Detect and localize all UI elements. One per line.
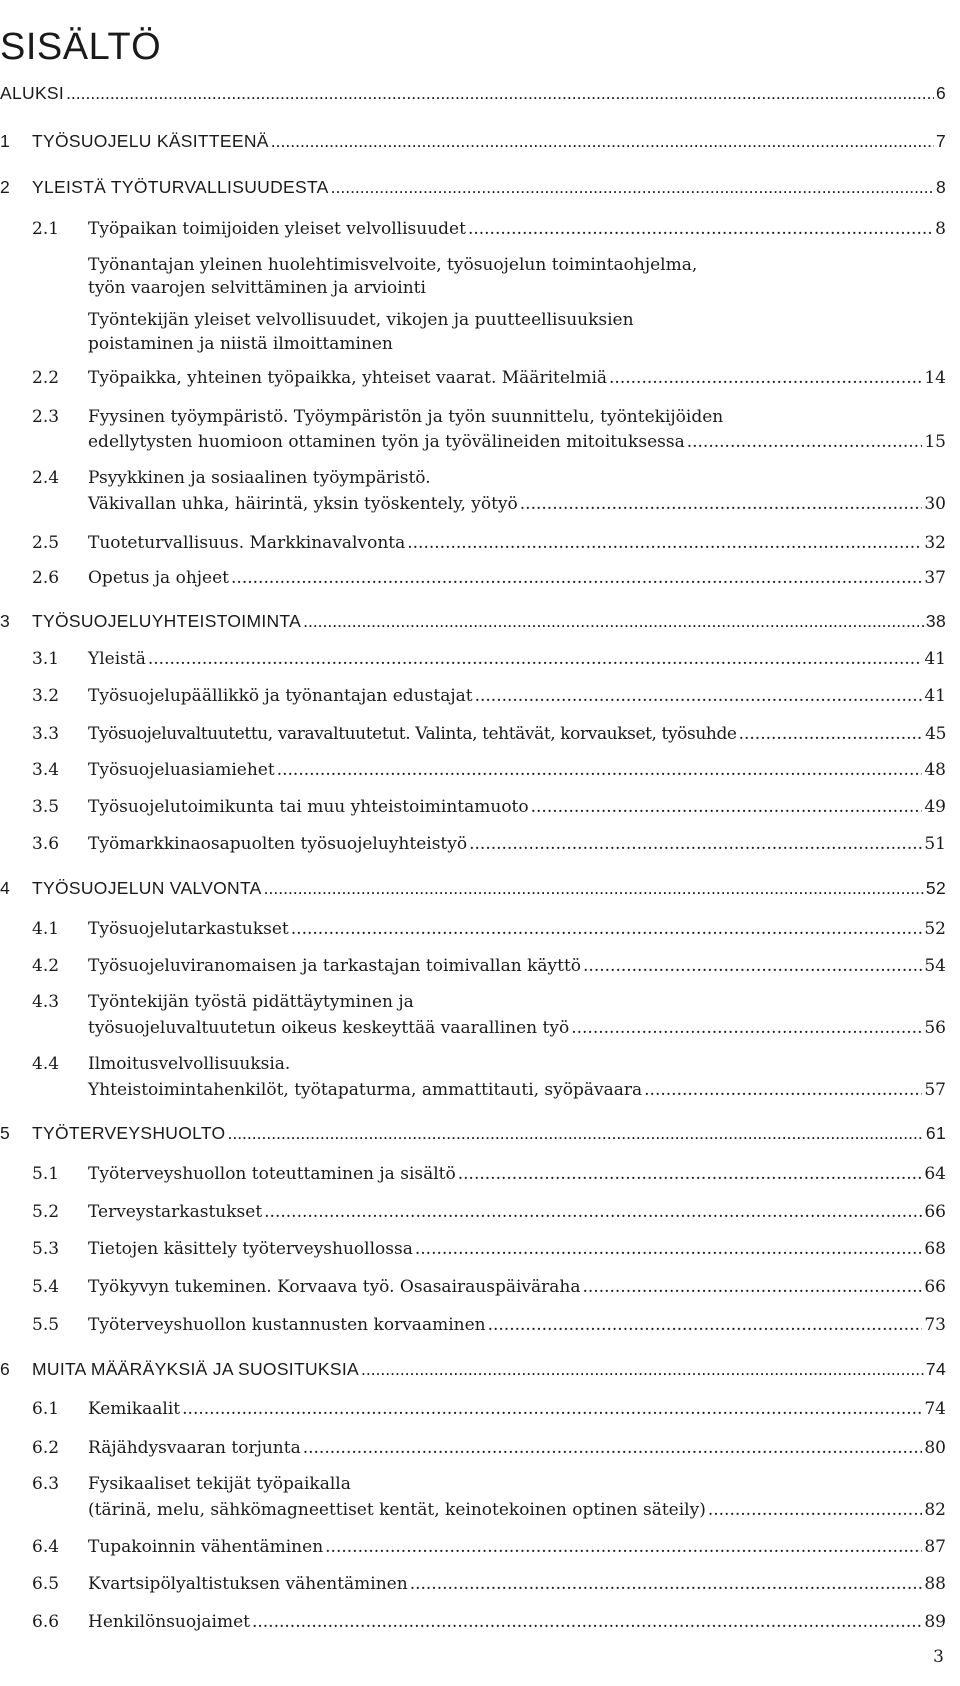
dot-leader [271, 129, 934, 153]
toc-entry-title-line2: poistaminen ja niistä ilmoittaminen [88, 333, 393, 354]
toc-entry-page: 74 [925, 1359, 946, 1380]
toc-entry-page: 8 [935, 218, 946, 239]
toc-entry-title: YLEISTÄ TYÖTURVALLISUUDESTA [32, 177, 329, 197]
toc-entry-page: 68 [924, 1239, 946, 1260]
toc-entry-title: TYÖSUOJELUN VALVONTA [32, 878, 262, 899]
toc-entry-title: Tietojen käsittely työterveyshuollossa [88, 1239, 413, 1260]
toc-entry-page: 56 [924, 1017, 946, 1038]
toc-entry-page: 45 [925, 723, 946, 744]
toc-entry-number: 6 [0, 1359, 11, 1380]
dot-leader [644, 1078, 922, 1102]
toc-entry-page: 7 [935, 130, 946, 151]
toc-entry-page: 57 [924, 1080, 946, 1101]
toc-entry-page: 8 [935, 177, 946, 197]
toc-entry-title: Työsuojeluviranomaisen ja tarkastajan toimivallan käyttö [88, 955, 582, 976]
toc-entry-number: 4 [0, 878, 11, 899]
dot-leader [325, 1535, 922, 1559]
toc-entry-title: Tuoteturvallisuus. Markkinavalvonta [88, 532, 406, 553]
toc-entry-page: 80 [924, 1437, 946, 1458]
toc-entry-number: 5.2 [32, 1201, 60, 1222]
dot-leader [303, 609, 924, 633]
toc-entry-number: 6.1 [32, 1399, 60, 1420]
dot-leader [475, 684, 923, 708]
dot-leader [148, 647, 923, 671]
toc-entry-title: MUITA MÄÄRÄYKSIÄ JA SUOSITUKSIA [32, 1359, 359, 1380]
toc-entry-title-line1: Työntekijän yleiset velvollisuudet, vikojen ja puutteellisuuksien [88, 310, 634, 331]
toc-entry-title: Henkilönsuojaimet [88, 1611, 250, 1632]
toc-entry-title-line2: työn vaarojen selvittäminen ja arviointi [88, 278, 426, 298]
toc-entry-number: 3.5 [32, 796, 60, 817]
toc-entry-title: Työpaikka, yhteinen työpaikka, yhteiset vaarat. Määritelmiä [88, 368, 608, 389]
toc-entry-page: 51 [924, 834, 946, 855]
toc-entry-number: 5.3 [32, 1239, 60, 1260]
toc-entry-title-line2: Väkivallan uhka, häirintä, yksin työskentely, yötyö [88, 493, 518, 514]
toc-entry-page: 74 [924, 1399, 946, 1420]
toc-entry-page: 54 [924, 955, 946, 976]
dot-leader [582, 1275, 922, 1299]
toc-entry-title: Työmarkkinaosapuolten työsuojeluyhteistyö [88, 834, 468, 855]
dot-leader [469, 832, 922, 856]
dot-leader [531, 795, 923, 819]
toc-entry-title: Työsuojelupäällikkö ja työnantajan edustajat [88, 686, 473, 707]
toc-entry-page: 66 [924, 1276, 946, 1297]
toc-entry-page: 66 [924, 1201, 946, 1222]
toc-entry-page: 64 [924, 1163, 946, 1184]
toc-entry-title: Räjähdysvaaran torjunta [88, 1437, 301, 1458]
toc-entry-title: Työkyvyn tukeminen. Korvaava työ. Osasairauspäiväraha [88, 1276, 581, 1297]
toc-entry-title: Kemikaalit [88, 1399, 181, 1420]
toc-entry-title: Työsuojeluasiamiehet [88, 760, 275, 781]
page-title: SISÄLTÖ [0, 26, 162, 69]
toc-entry-number: 4.1 [32, 919, 60, 940]
toc-entry-number: 2.6 [32, 567, 60, 588]
toc-entry-page: 41 [924, 686, 946, 707]
toc-entry-page: 41 [924, 648, 946, 669]
toc-entry-number: 2 [0, 177, 11, 197]
toc-entry-number: 3 [0, 610, 11, 631]
toc-entry-title: Työsuojeluvaltuutettu, varavaltuutetut. Valinta, tehtävät, korvaukset, työsuhde [88, 723, 737, 744]
toc-entry-number: 2.5 [32, 532, 60, 553]
dot-leader [609, 366, 922, 390]
toc-entry-number: 4.3 [32, 992, 60, 1013]
toc-entry-title-line1: Työntekijän työstä pidättäytyminen ja [88, 992, 414, 1013]
toc-entry-page: 89 [924, 1611, 946, 1632]
dot-leader [66, 81, 934, 105]
dot-leader [708, 1498, 923, 1522]
toc-entry-page: 6 [935, 82, 946, 103]
dot-leader [415, 1237, 923, 1261]
toc-entry-page: 37 [924, 567, 946, 588]
dot-leader [571, 1016, 922, 1040]
toc-entry-title-line2: Yhteistoimintahenkilöt, työtapaturma, ammattitauti, syöpävaara [88, 1080, 643, 1101]
toc-entry-title-line2: (tärinä, melu, sähkömagneettiset kentät, keinotekoinen optinen säteily) [88, 1500, 706, 1521]
toc-entry-number: 2.3 [32, 406, 60, 427]
toc-entry-page: 48 [924, 760, 946, 781]
toc-entry-number: 5 [0, 1123, 11, 1144]
toc-entry-title-line1: Psyykkinen ja sosiaalinen työympäristö. [88, 468, 431, 489]
toc-entry-page: 82 [924, 1500, 946, 1521]
toc-entry-title: Työpaikan toimijoiden yleiset velvollisuudet [88, 218, 466, 239]
toc-entry-number: 4.2 [32, 955, 60, 976]
toc-entry-number: 5.1 [32, 1163, 60, 1184]
toc-entry-number: 3.3 [32, 723, 60, 744]
toc-entry-number: 3.1 [32, 648, 60, 669]
toc-entry-number: 2.1 [32, 218, 60, 239]
toc-entry-title: Yleistä [88, 648, 146, 669]
toc-entry-page: 32 [924, 532, 946, 553]
toc-entry-number: 6.2 [32, 1437, 60, 1458]
toc-entry-page: 61 [925, 1123, 946, 1144]
toc-entry-page: 73 [924, 1315, 946, 1336]
toc-entry-page: 52 [924, 919, 946, 940]
toc-entry-number: 6.4 [32, 1536, 60, 1557]
toc-entry-title: Tupakoinnin vähentäminen [88, 1536, 324, 1557]
toc-entry-title: Opetus ja ohjeet [88, 567, 230, 588]
toc-entry-number: 1 [0, 130, 11, 151]
dot-leader [264, 1200, 922, 1224]
dot-leader [410, 1572, 923, 1596]
toc-entry-number: 4.4 [32, 1054, 60, 1075]
dot-leader [291, 917, 923, 941]
toc-entry-title: Työterveyshuollon kustannusten korvaaminen [88, 1315, 486, 1336]
toc-entry-title: Kvartsipölyaltistuksen vähentäminen [88, 1574, 408, 1595]
dot-leader [277, 758, 923, 782]
toc-entry-number: 2.2 [32, 368, 60, 389]
toc-entry-title: Työsuojelutarkastukset [88, 919, 289, 940]
dot-leader [252, 1610, 922, 1634]
toc-entry-title: TYÖSUOJELU KÄSITTEENÄ [32, 130, 269, 151]
toc-entry-title: TYÖSUOJELUYHTEISTOIMINTA [32, 610, 302, 631]
toc-entry-page: 38 [925, 610, 946, 631]
toc-entry-title-line1: Ilmoitusvelvollisuuksia. [88, 1054, 291, 1075]
dot-leader [739, 722, 924, 746]
dot-leader [361, 1357, 924, 1381]
dot-leader [182, 1397, 922, 1421]
toc-entry-page: 14 [924, 368, 946, 389]
toc-entry-title: Työterveyshuollon toteuttaminen ja sisältö [88, 1163, 456, 1184]
toc-entry-number: 3.2 [32, 686, 60, 707]
toc-entry-number: 6.6 [32, 1611, 60, 1632]
toc-entry-page: 30 [924, 493, 946, 514]
toc-entry-number: 6.5 [32, 1574, 60, 1595]
toc-entry-number: 3.6 [32, 834, 60, 855]
dot-leader [407, 531, 922, 555]
dot-leader [264, 876, 924, 900]
dot-leader [687, 430, 923, 454]
toc-entry-page: 88 [924, 1574, 946, 1595]
toc-entry-page: 52 [925, 878, 946, 899]
toc-entry-title: Terveystarkastukset [88, 1201, 263, 1222]
page-number: 3 [933, 1647, 944, 1668]
dot-leader [331, 175, 934, 199]
toc-entry-title: TYÖTERVEYSHUOLTO [32, 1123, 226, 1144]
toc-entry-number: 2.4 [32, 468, 60, 489]
toc-entry-number: 5.5 [32, 1315, 60, 1336]
toc-entry-title: Työsuojelutoimikunta tai muu yhteistoimintamuoto [88, 796, 529, 817]
dot-leader [583, 954, 922, 978]
toc-entry-title-line1: Työnantajan yleinen huolehtimisvelvoite, työsuojelun toimintaohjelma, [88, 255, 698, 276]
dot-leader [520, 492, 923, 516]
toc-entry-page: 87 [924, 1536, 946, 1557]
dot-leader [303, 1436, 923, 1460]
dot-leader [468, 217, 933, 241]
toc-entry-title-line1: Fysikaaliset tekijät työpaikalla [88, 1474, 351, 1495]
toc-entry-title: ALUKSI [0, 82, 65, 103]
toc-entry-page: 49 [924, 796, 946, 817]
dot-leader [488, 1313, 923, 1337]
toc-entry-number: 6.3 [32, 1474, 60, 1495]
toc-entry-title-line2: työsuojeluvaltuutetun oikeus keskeyttää vaarallinen työ [88, 1017, 570, 1038]
toc-entry-title-line1: Fyysinen työympäristö. Työympäristön ja työn suunnittelu, työntekijöiden [88, 406, 724, 427]
dot-leader [458, 1162, 923, 1186]
toc-entry-number: 5.4 [32, 1276, 60, 1297]
toc-entry-page: 15 [924, 431, 946, 452]
toc-entry-title-line2: edellytysten huomioon ottaminen työn ja työvälineiden mitoituksessa [88, 431, 685, 452]
dot-leader [231, 566, 922, 590]
dot-leader [227, 1121, 923, 1145]
toc-entry-number: 3.4 [32, 760, 60, 781]
